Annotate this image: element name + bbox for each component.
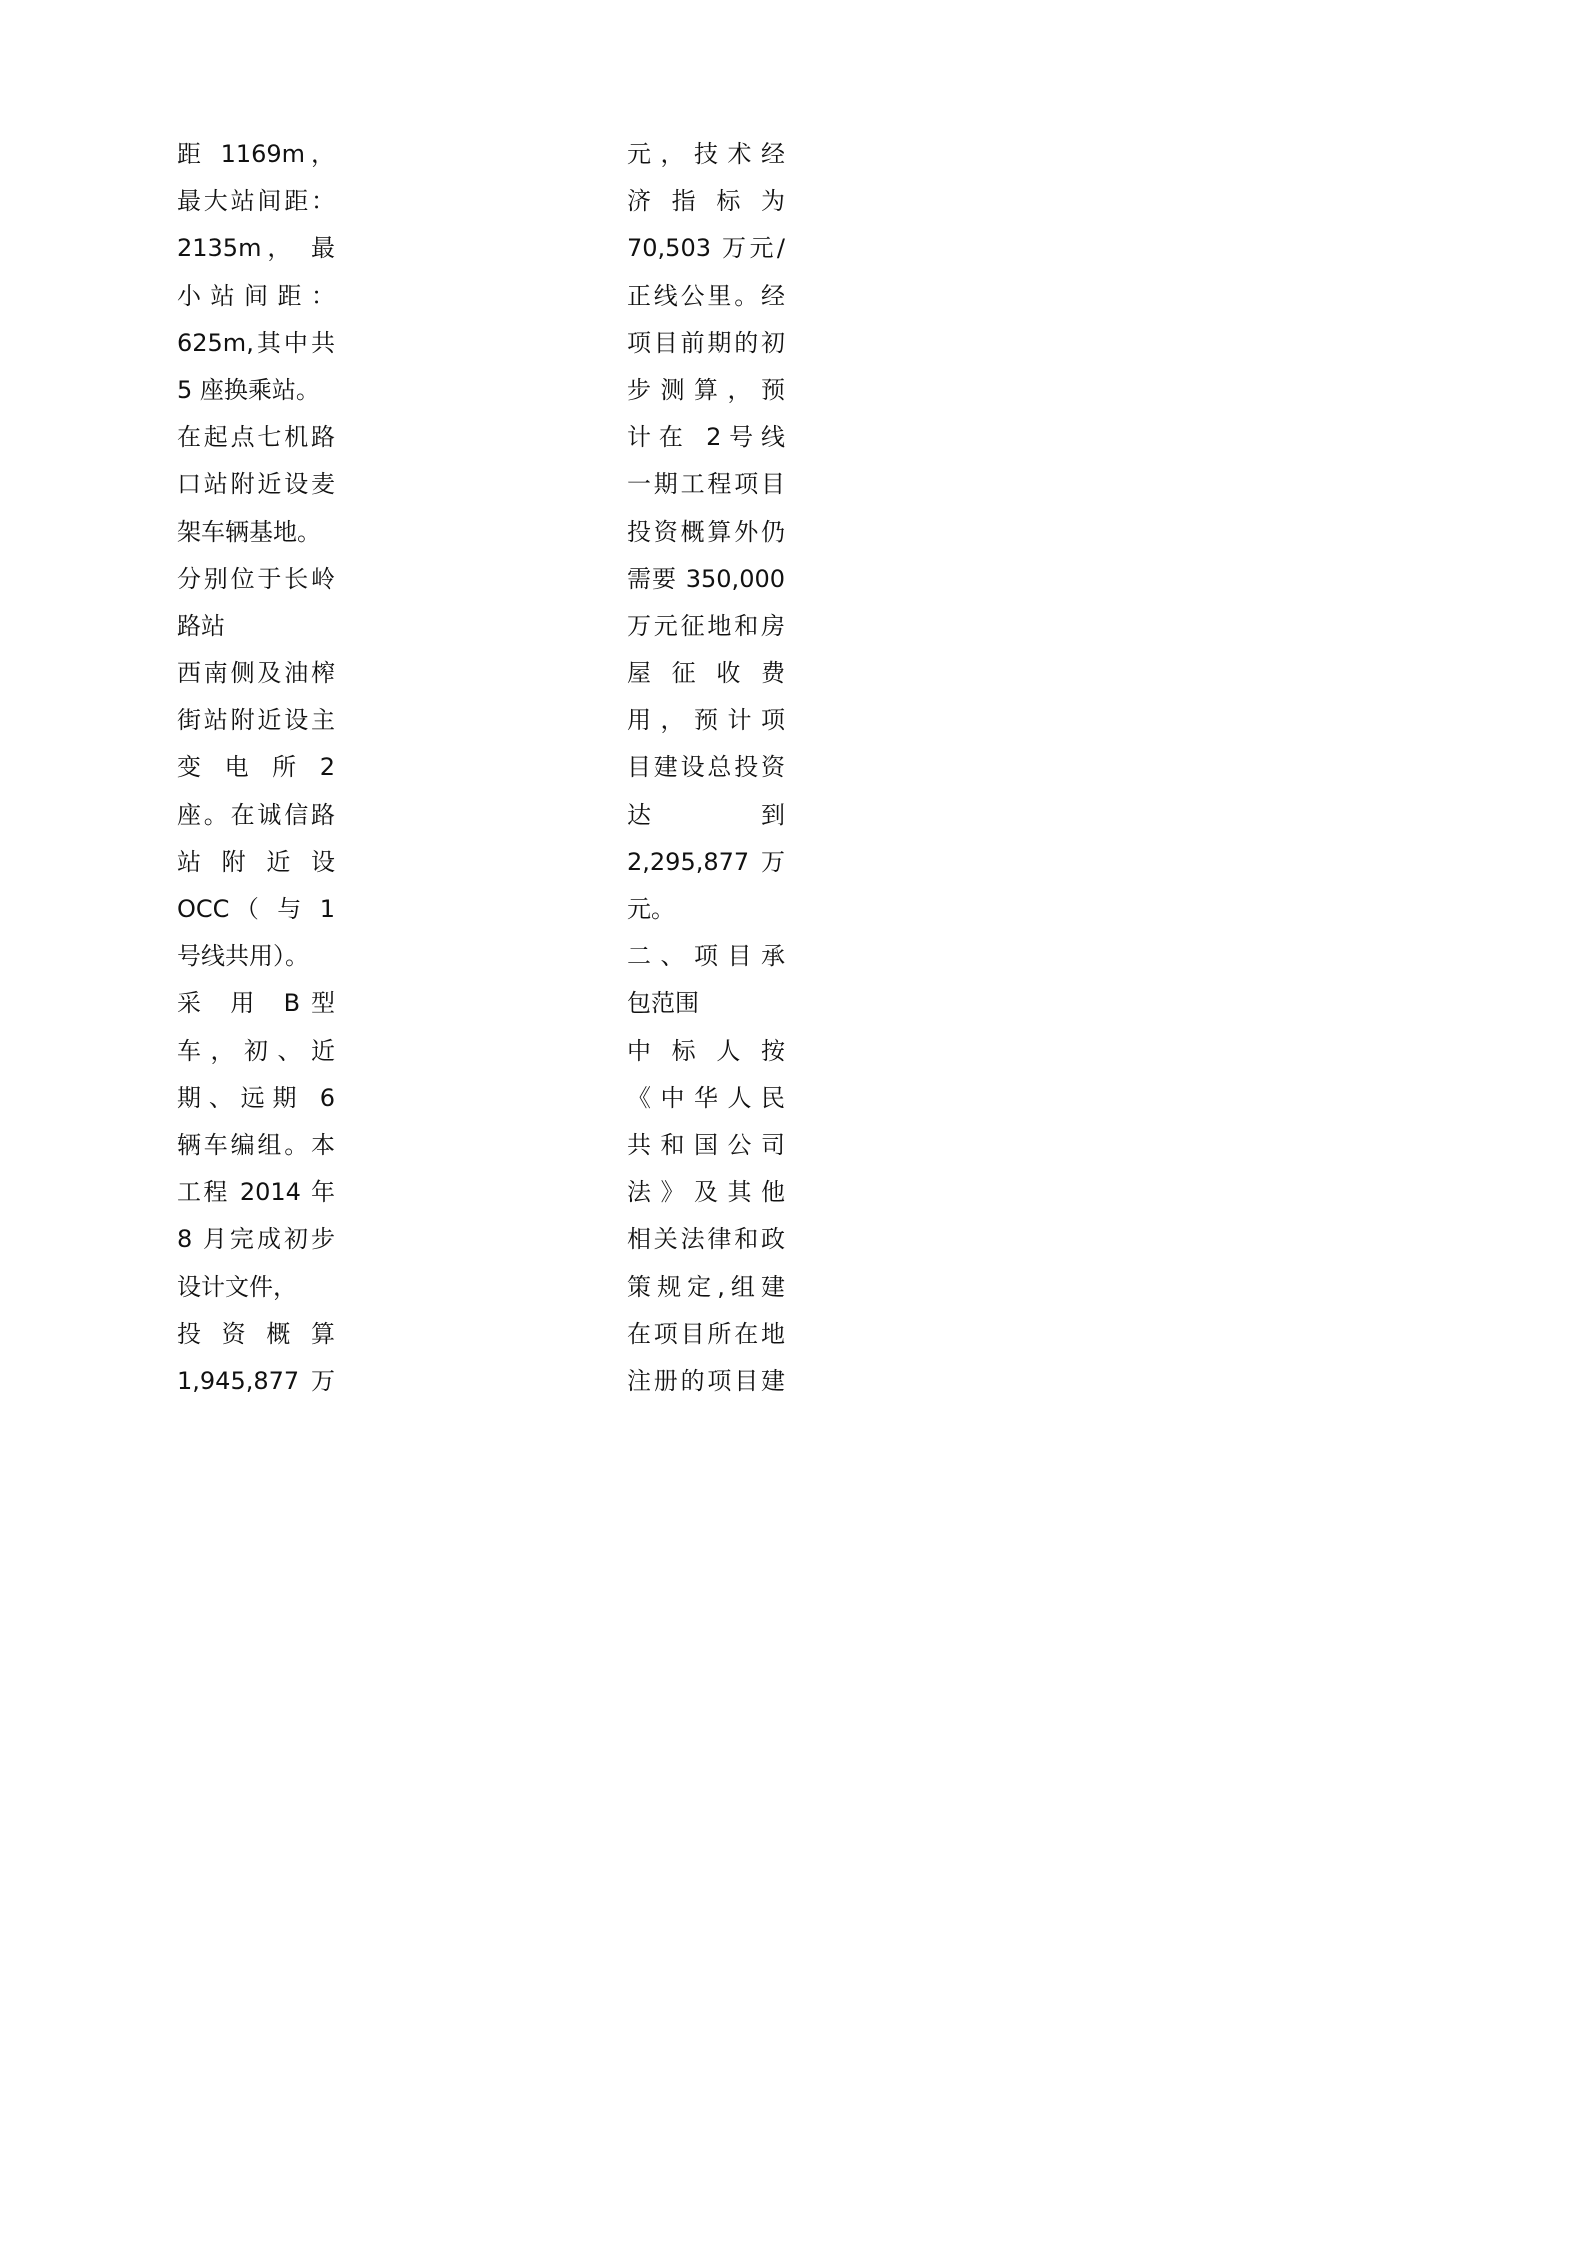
text-line: 西南侧及油榨 xyxy=(177,659,335,688)
text-line: 车，初、近 xyxy=(177,1036,335,1065)
text-line: 工程 2014 年 xyxy=(177,1178,335,1207)
section-heading: 二、项目承 xyxy=(627,942,785,971)
text-line: 2,295,877 万 xyxy=(627,847,785,876)
left-text-column xyxy=(177,131,335,1405)
text-line: 中 标 人 按 xyxy=(627,1036,785,1065)
text-line: 目建设总投资 xyxy=(627,753,785,782)
right-text-column xyxy=(627,131,785,1405)
text-line: 策规定,组建 xyxy=(627,1272,785,1301)
text-line: 辆车编组。本 xyxy=(177,1130,335,1159)
text-line: 法》及其他 xyxy=(627,1178,785,1207)
text-line: 分别位于长岭 xyxy=(177,564,335,593)
text-line: 济 指 标 为 xyxy=(627,187,785,216)
text-line: 屋 征 收 费 xyxy=(627,659,785,688)
text-line: 采 用 B型 xyxy=(177,989,335,1018)
text-line: 项目前期的初 xyxy=(627,328,785,357)
text-line: 5 座换乘站。 xyxy=(177,375,320,404)
text-line: 2135m， 最 xyxy=(177,234,335,263)
text-line: 投资概算外仍 xyxy=(627,517,785,546)
text-line: 期、远期 6 xyxy=(177,1083,335,1112)
text-line: 投 资 概 算 xyxy=(177,1319,335,1348)
text-line: 在项目所在地 xyxy=(627,1319,785,1348)
text-line: 注册的项目建 xyxy=(627,1366,785,1395)
text-line: 小站间距： xyxy=(177,281,335,310)
text-line: 用，预计项 xyxy=(627,706,785,735)
text-line: 步测算，预 xyxy=(627,375,785,404)
text-line: 需要 350,000 xyxy=(627,564,785,593)
text-line: 相关法律和政 xyxy=(627,1225,785,1254)
text-line: 号线共用）。 xyxy=(177,942,309,971)
text-line: 距 1169m， xyxy=(177,140,335,168)
text-line: 元，技术经 xyxy=(627,140,785,168)
text-line: 1,945,877 万 xyxy=(177,1366,335,1395)
text-line: 元。 xyxy=(627,895,675,923)
text-line: 《中华人民 xyxy=(627,1083,785,1112)
text-line: 座。在诚信路 xyxy=(177,800,335,829)
text-line: 计在 2号线 xyxy=(627,423,785,452)
text-line: 一期工程项目 xyxy=(627,470,785,499)
text-line: 设计文件， xyxy=(177,1272,297,1301)
text-line: 共和国公司 xyxy=(627,1130,785,1159)
section-heading: 包范围 xyxy=(627,989,699,1018)
text-line: 站 附 近 设 xyxy=(177,847,335,876)
document-page xyxy=(0,0,1104,1560)
text-line: 正线公里。经 xyxy=(627,281,785,310)
text-line: 万元征地和房 xyxy=(627,611,785,640)
text-line: 架车辆基地。 xyxy=(177,517,321,546)
text-line: 625m,其中共 xyxy=(177,328,335,357)
text-line: 在起点七机路 xyxy=(177,423,335,452)
text-line: 8 月完成初步 xyxy=(177,1225,335,1254)
text-line: 达 到 xyxy=(627,800,785,829)
text-line: 口站附近设麦 xyxy=(177,470,335,499)
text-line: 街站附近设主 xyxy=(177,706,335,735)
text-line: 路站 xyxy=(177,611,225,640)
text-line: OCC（ 与 1 xyxy=(177,895,335,923)
text-line: 最大站间距： xyxy=(177,187,335,216)
text-line: 变 电 所 2 xyxy=(177,753,335,782)
text-line: 70,503 万元/ xyxy=(627,234,785,263)
